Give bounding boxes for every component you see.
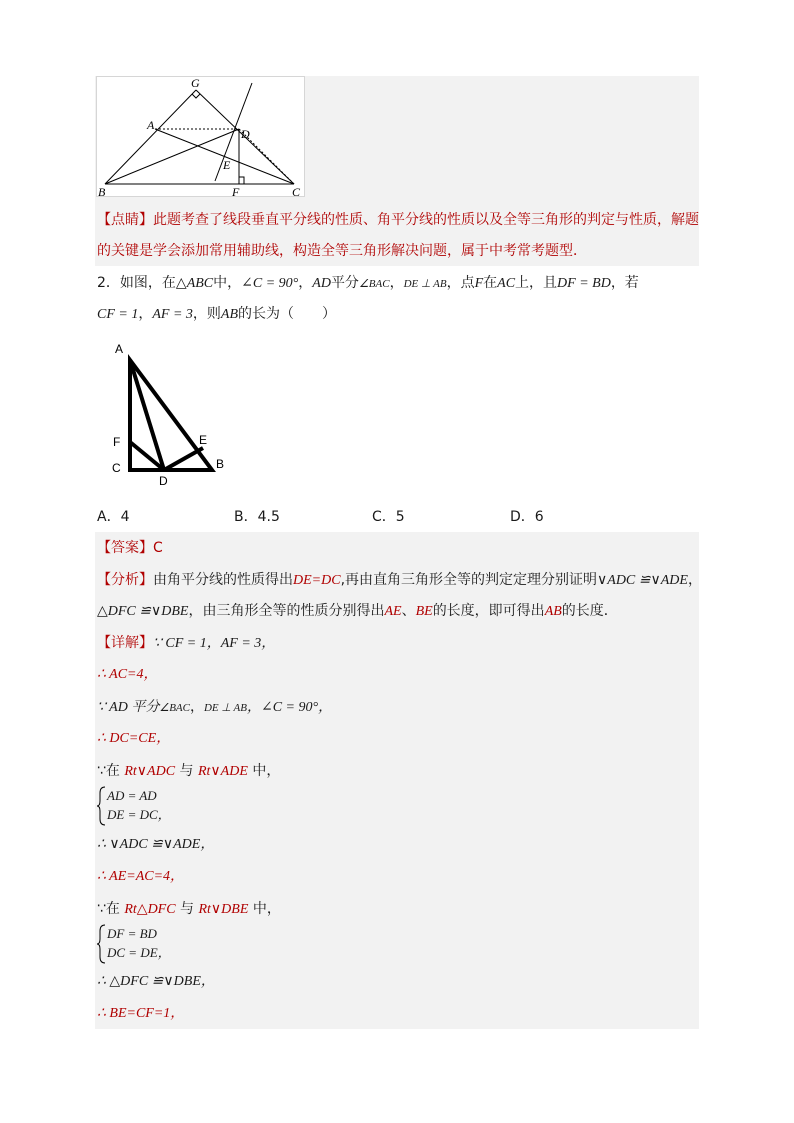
- detail-text: ∵ CF = 1，AF = 3，: [153, 636, 276, 651]
- q-angle-bac: ∠BAC: [358, 278, 390, 290]
- label2-f: F: [113, 435, 121, 449]
- q-text: ，点: [446, 275, 475, 291]
- analysis-text: 由角平分线的性质得出: [153, 572, 293, 588]
- detail-line-6: ∴ ∨ADC ≌∨ADE，: [97, 837, 215, 852]
- analysis-text: 、: [401, 603, 416, 619]
- detail-angle-bac: ∠BAC: [159, 702, 190, 714]
- system-1-eq-1: AD = AD: [107, 788, 157, 803]
- detail-line-4: ∴ DC=CE，: [97, 731, 171, 746]
- detail-line-2: ∴ AC=4，: [97, 667, 158, 682]
- system-comma: ，: [157, 945, 171, 960]
- q-text: 在: [483, 275, 498, 291]
- q-triangle: △ABC: [175, 276, 214, 291]
- label-a: A: [147, 118, 155, 132]
- q-ad: AD: [312, 276, 331, 291]
- answer-tag: 【答案】: [97, 540, 153, 556]
- detail-rt-dbe: Rt∨DBE: [198, 902, 249, 917]
- choice-b[interactable]: [234, 507, 280, 527]
- label-e: E: [223, 158, 231, 172]
- detail-text: 中，: [248, 901, 281, 917]
- label-g: G: [191, 77, 200, 90]
- system-2-eq-2-text: DC = DE: [107, 945, 158, 960]
- figure-1: [96, 76, 305, 197]
- label2-d: D: [159, 474, 168, 488]
- question-number: 2．如图，在: [97, 275, 176, 291]
- choice-c-value: 5: [395, 509, 405, 525]
- detail-text: ∵在: [97, 763, 125, 779]
- q-perp: DE ⊥ AB: [403, 278, 447, 290]
- dianjing-text-1: 此题考查了线段垂直平分线的性质、角平分线的性质以及全等三角形的判定与性质，解题: [153, 212, 699, 228]
- analysis-be: BE: [415, 604, 433, 619]
- question-line-1: [97, 273, 639, 294]
- q-cf: CF = 1: [97, 307, 139, 322]
- choice-b-value: 4.5: [257, 509, 280, 525]
- detail-text: 中，: [247, 763, 281, 779]
- label2-b: B: [216, 457, 225, 471]
- detail-rt-ade: Rt∨ADE: [197, 764, 248, 779]
- choice-b-label: B．: [234, 509, 258, 525]
- detail-line-3: [97, 697, 332, 718]
- figure-2-svg: [108, 338, 234, 488]
- detail-perp: DE ⊥ AB: [203, 702, 247, 714]
- q-text: 平分: [330, 275, 359, 291]
- detail-text: ∵在: [97, 901, 125, 917]
- label-b: B: [98, 185, 106, 198]
- label2-a: A: [115, 342, 124, 356]
- system-1-eq-2: [107, 806, 171, 824]
- analysis-de-dc: DE=DC: [293, 573, 341, 588]
- label-d: D: [241, 127, 250, 141]
- choice-d-label: D．: [510, 509, 535, 525]
- analysis-tag: 【分析】: [97, 572, 153, 588]
- detail-rt-adc: Rt∨ADC: [124, 764, 176, 779]
- q-text: ，: [138, 306, 153, 322]
- q-text: ，若: [610, 275, 639, 291]
- q-angle-c: ∠C = 90°: [241, 276, 299, 291]
- system-2-eq-2: [107, 944, 171, 962]
- q-text: 的长为（ ）: [238, 306, 337, 322]
- figure-2: [108, 338, 234, 488]
- detail-text: ∵ AD 平分: [97, 700, 160, 715]
- q-text: ，则: [192, 306, 221, 322]
- question-line-2: [97, 304, 336, 325]
- detail-line-8: [97, 899, 281, 920]
- detail-text: 与: [175, 763, 198, 779]
- system-1-eq-2-text: DE = DC: [107, 807, 158, 822]
- analysis-line-1: [97, 570, 702, 591]
- figure-1-svg: [97, 77, 306, 198]
- label2-c: C: [112, 461, 121, 475]
- label2-e: E: [199, 433, 208, 447]
- dianjing-line-1: [97, 210, 699, 230]
- q-df-bd: DF = BD: [557, 276, 611, 291]
- analysis-text: 的长度．: [561, 603, 618, 619]
- q-ab: AB: [220, 307, 239, 322]
- detail-tag: 【详解】: [97, 635, 153, 651]
- system-comma: ，: [157, 807, 171, 822]
- detail-line-7: ∴ AE=AC=4，: [97, 869, 185, 884]
- analysis-text: ，: [687, 572, 702, 588]
- analysis-congruent-2: △DFC ≌∨DBE: [97, 604, 189, 619]
- q-ac: AC: [497, 276, 516, 291]
- analysis-text: ，由三角形全等的性质分别得出: [188, 603, 385, 619]
- detail-rt-dfc: Rt△DFC: [124, 902, 176, 917]
- choice-a-value: 4: [120, 509, 130, 525]
- choice-a-label: A．: [97, 509, 121, 525]
- q-text: ，: [389, 275, 404, 291]
- analysis-line-2: [97, 601, 618, 622]
- answer-value: C: [153, 540, 163, 556]
- label-c: C: [292, 185, 301, 198]
- detail-line-1: [97, 633, 275, 654]
- brace-icon: [97, 786, 107, 826]
- choice-d[interactable]: [510, 507, 544, 527]
- detail-text: 与: [175, 901, 199, 917]
- dianjing-line-2: 的关键是学会添加常用辅助线，构造全等三角形解决问题，属于中考常考题型．: [97, 243, 587, 259]
- q-af: AF = 3: [152, 307, 193, 322]
- analysis-text: ,再由直角三角形全等的判定定理分别证明: [340, 572, 598, 588]
- detail-text: ，∠C = 90°，: [246, 700, 333, 715]
- q-text: 上，且: [515, 275, 558, 291]
- label-f: F: [232, 185, 240, 198]
- detail-line-10: ∴ BE=CF=1，: [97, 1006, 185, 1021]
- choice-a[interactable]: [97, 507, 130, 527]
- analysis-ae: AE: [384, 604, 402, 619]
- q-text: 中，: [213, 275, 242, 291]
- brace-icon: [97, 924, 107, 964]
- detail-line-9: ∴ △DFC ≌∨DBE，: [97, 974, 215, 989]
- system-2-eq-1: DF = BD: [107, 926, 157, 941]
- detail-line-5: [97, 761, 280, 782]
- answer-line: [97, 538, 163, 558]
- analysis-ab: AB: [544, 604, 562, 619]
- choice-d-value: 6: [534, 509, 544, 525]
- q-f: F: [474, 276, 484, 291]
- q-text: ，: [298, 275, 313, 291]
- detail-text: ，: [189, 699, 204, 715]
- dianjing-tag: 【点睛】: [97, 212, 153, 228]
- analysis-text: 的长度，即可得出: [432, 603, 545, 619]
- analysis-congruent-1: ∨ADC ≌∨ADE: [597, 573, 688, 588]
- choice-c-label: C．: [372, 509, 396, 525]
- choice-c[interactable]: [372, 507, 405, 527]
